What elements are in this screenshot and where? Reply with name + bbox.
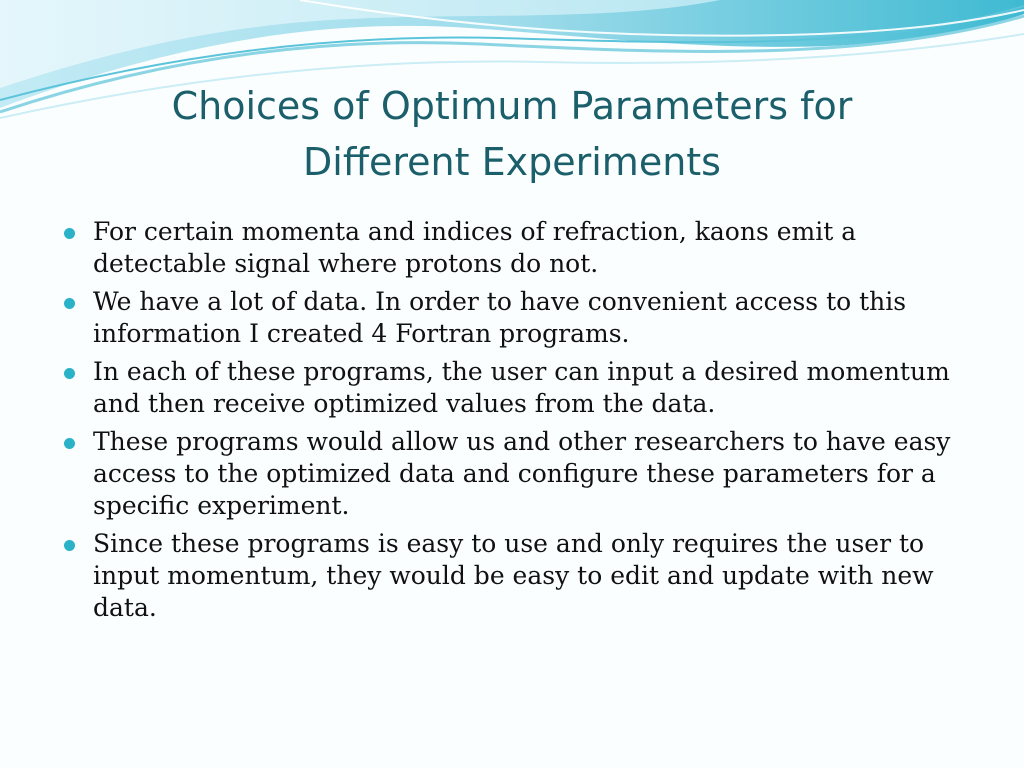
bullet-marker-icon [64, 368, 75, 379]
bullet-text: For certain momenta and indices of refraction, kaons emit a detectable signal where protons do not. [93, 217, 857, 278]
bullet-item-1 [60, 216, 960, 280]
bullet-item-4 [60, 426, 960, 522]
bullet-marker-icon [64, 438, 75, 449]
bullet-text: These programs would allow us and other researchers to have easy access to the optimized data and configure these parameters for a specific experiment. [93, 427, 951, 520]
slide-title-line-2: Different Experiments [303, 140, 721, 184]
bullet-marker-icon [64, 228, 75, 239]
bullet-marker-icon [64, 540, 75, 551]
bullet-text: We have a lot of data. In order to have convenient access to this information I created 4 Fortran programs. [93, 287, 907, 348]
bullet-item-2 [60, 286, 960, 350]
bullet-text: In each of these programs, the user can input a desired momentum and then receive optimized values from the data. [93, 357, 950, 418]
bullet-item-5 [60, 528, 960, 624]
slide-title [60, 78, 964, 190]
bullet-text: Since these programs is easy to use and only requires the user to input momentum, they would be easy to edit and update with new data. [93, 529, 934, 622]
bullet-item-3 [60, 356, 960, 420]
bullet-marker-icon [64, 298, 75, 309]
slide-title-line-1: Choices of Optimum Parameters for [171, 84, 853, 128]
bullet-list [60, 216, 960, 630]
